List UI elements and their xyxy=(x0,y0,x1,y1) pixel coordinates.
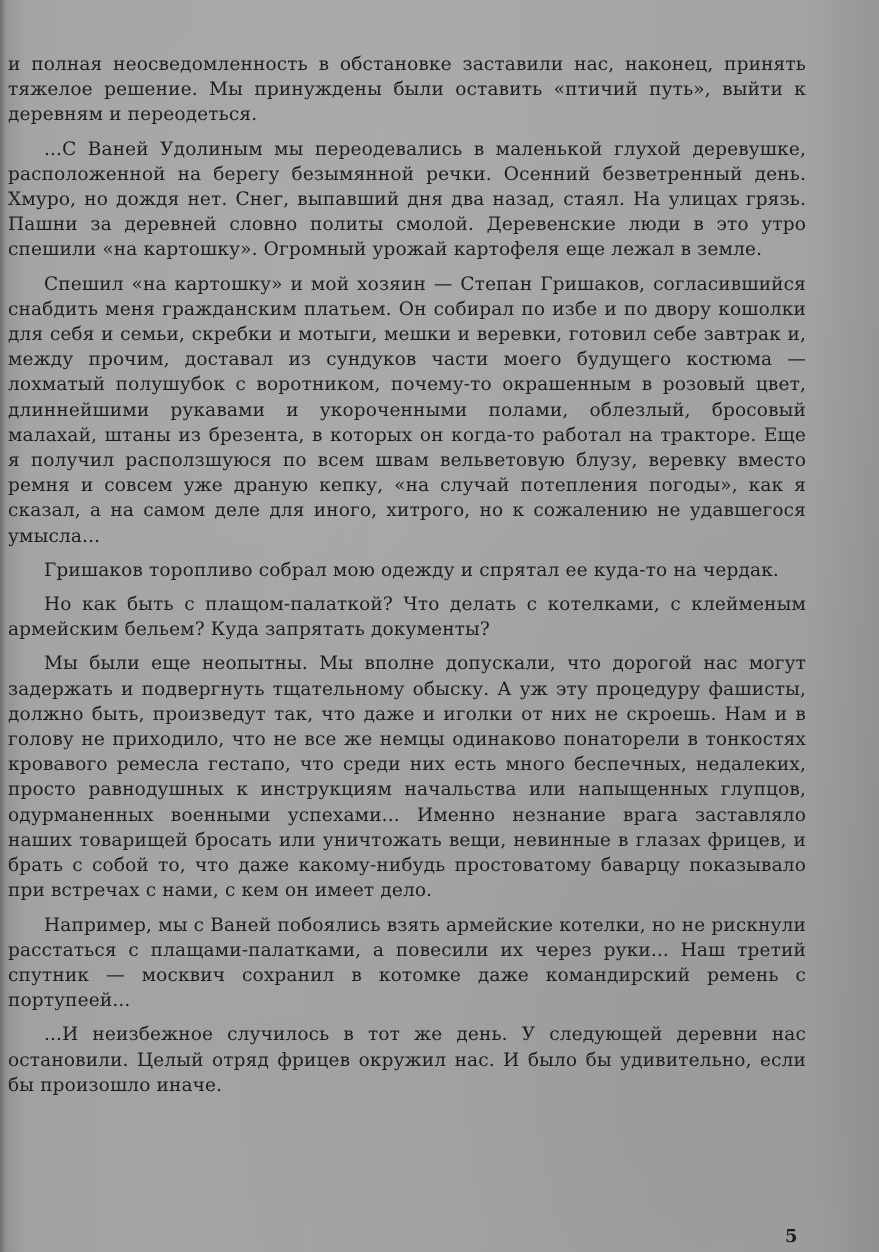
paragraph-7: Например, мы с Ваней побоялись взять армейские котелки, но не рискнули расстаться с плащами-палатками, а повесили их через руки... Наш третий спутник — москвич сохранил в котомке даже командирский ремень с портупеей... xyxy=(8,914,806,1012)
paragraph-8: ...И неизбежное случилось в тот же день. У следующей деревни нас остановили. Целый отряд фрицев окружил нас. И было бы удивительно, если бы произошло иначе. xyxy=(8,1024,806,1096)
paragraph-6: Мы были еще неопытны. Мы вполне допускали, что дорогой нас могут задержать и подвергнуть тщательному обыску. А уж эту процедуру фашисты, должно быть, произведут так, что даже и иголки от них не скроешь. Нам и в голову не приходило, что не все же немцы одинаково понаторели в тонкостях кровавого ремесла гестапо, что среди них есть много беспечных, недалеких, просто равнодушных к инструкциям начальства или напыщенных глупцов, одурманенных военными успехами... Именно незнание врага заставляло наших товарищей бросать или уничтожать вещи, невинные в глазах фрицев, и брать с собой то, что даже какому-нибудь простоватому баварцу показывало при встречах с нами, с кем он имеет дело. xyxy=(8,653,806,902)
page-edge-shadow xyxy=(0,0,6,1252)
paragraph-5: Но как быть с плащом-палаткой? Что делать с котелками, с клейменым армейским бельем? Куда запрятать документы? xyxy=(8,594,806,641)
paragraph-3: Спешил «на картошку» и мой хозяин — Степан Гришаков, согласившийся снабдить меня гражданским платьем. Он собирал по избе и по двору кошолки для себя и семьи, скребки и мотыги, мешки и веревки, готовил себе завтрак и, между прочим, доставал из сундуков части моего будущего костюма — лохматый полушубок с воротником, почему-то окрашенным в розовый цвет, длиннейшими рукавами и укороченными полами, облезлый, бросовый малахай, штаны из брезента, в которых он когда-то работал на тракторе. Еще я получил расползшуюся по всем швам вельветовую блузу, веревку вместо ремня и совсем уже драную кепку, «на случай потепления погоды», как я сказал, а на самом деле для иного, хитрого, но к сожалению не удавшегося умысла... xyxy=(8,273,806,547)
paragraph-4: Гришаков торопливо собрал мою одежду и спрятал ее куда-то на чердак. xyxy=(44,559,779,581)
paragraph-2: ...С Ваней Удолиным мы переодевались в маленькой глухой деревушке, расположенной на берегу безымянной речки. Осенний безветренный день. Хмуро, но дождя нет. Снег, выпавший дня два назад, стаял. На улицах грязь. Пашни за деревней словно политы смолой. Деревенские люди в это утро спешили «на картошку». Огромный урожай картофеля еще лежал в земле. xyxy=(8,138,806,261)
body-text xyxy=(8,52,806,1107)
paragraph-1: и полная неосведомленность в обстановке заставили нас, наконец, принять тяжелое решение. Мы принуждены были оставить «птичий путь», выйти к деревням и переодеться. xyxy=(8,54,806,126)
page-number: 5 xyxy=(785,1226,798,1247)
